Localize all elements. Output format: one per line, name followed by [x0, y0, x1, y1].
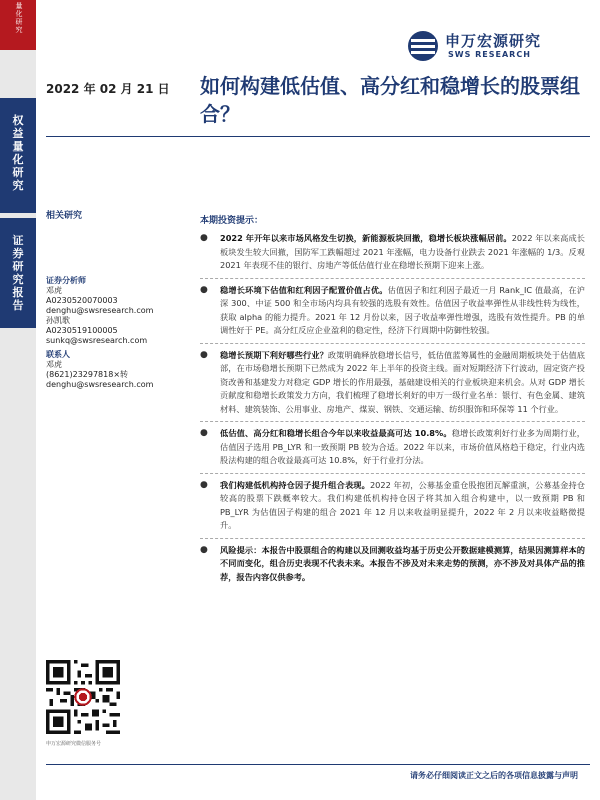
- summary-title: 本期投资提示：: [200, 216, 264, 226]
- summary-body: 本报告中股票组合的构建以及回测收益均基于历史公开数据建模测算，结果因测算样本的不同而变化，组合历史表现不代表未来。本报告不涉及对未来走势的预测，亦不涉及对具体产品的推荐，报告内容仅供参考。: [220, 544, 585, 582]
- summary-list: [200, 232, 585, 584]
- report-title: 如何构建低估值、高分红和稳增长的股票组合？: [200, 74, 580, 126]
- sidebar-label-1: 权益量化研究: [12, 114, 24, 192]
- summary-body: 2022 年初，公募基金重仓股抱团瓦解重演，公募基金持仓较高的股票下跌概率较大。我们构建低机构持仓因子将其加入组合构建中，以一致预期 PB 和 PB_LYR 为估值因子构建的组合 2021 年 12 月以来收益明显提升，2022 年 2 月以来收益略微提升。: [220, 479, 585, 530]
- analysts-title: 证券分析师: [46, 276, 86, 285]
- analyst-name: 邓虎: [46, 286, 62, 295]
- contact-email[interactable]: denghu@swsresearch.com: [46, 380, 154, 389]
- sidebar-block-1: [0, 98, 36, 213]
- summary-item: [200, 479, 585, 539]
- analyst-email[interactable]: sunkq@swsresearch.com: [46, 336, 148, 345]
- summary-item: [200, 427, 585, 474]
- contact-title: 联系人: [46, 350, 70, 359]
- analyst-cert: A0230519100005: [46, 326, 118, 335]
- header-divider: [46, 136, 590, 137]
- bullet-icon: ●: [200, 284, 208, 295]
- contact-phone: (8621)23297818×转: [46, 370, 129, 379]
- analyst-email[interactable]: denghu@swsresearch.com: [46, 306, 154, 315]
- sidebar-label-2: 证券研究报告: [12, 234, 24, 312]
- side-bar: [0, 0, 36, 800]
- disclaimer-note: 请务必仔细阅读正文之后的各项信息披露与声明: [410, 771, 578, 780]
- contact-name: 邓虎: [46, 360, 62, 369]
- analyst-name: 孙凯歌: [46, 316, 70, 325]
- summary-item-risk: [200, 544, 585, 585]
- sidebar-top-block: [0, 0, 36, 50]
- summary-item: [200, 284, 585, 344]
- summary-body: 政策明确释放稳增长信号，低估值蓝筹属性的金融周期板块处于估值底部，在市场稳增长预期下已然成为 2022 年上半年的投资主线。面对短期经济下行波动，固定资产投资改善和基建发力对稳定 GDP 增长的作用最强，基础建设相关的行业板块迎来机会。从对 GDP 增长贡献度和稳增长政策发力方向，我们梳理了稳增长利好的申万一级行业名单：银行、有色金属、建筑材料、建筑装饰、公用事业、房地产、煤炭、钢铁、交通运输、纺织服饰和环保等 11 个行业。: [220, 349, 585, 414]
- brand-mark-icon: [405, 30, 441, 62]
- qr-caption: 申万宏源研究微信服务号: [46, 741, 102, 747]
- bullet-icon: ●: [200, 233, 208, 243]
- summary-item: [200, 349, 585, 423]
- summary-lead: 2022 年开年以来市场风格发生切换，新能源板块回撤，稳增长板块涨幅居前。: [220, 233, 512, 243]
- summary-lead: 低估值、高分红和稳增长组合今年以来收益最高可达 10.8%。: [220, 428, 452, 438]
- sidebar-block-2: [0, 218, 36, 328]
- summary-body: 稳增长政策利好行业多为周期行业，估值因子选用 PB_LYR 和一致预期 PB 较为合适。2022 年以来，市场价值风格趋于稳定，行业内选股法构建的组合收益最高可达 10.8%，好于行业打分法。: [220, 428, 585, 465]
- analyst-contacts: [46, 276, 196, 390]
- summary-body: 2022 年以来高成长板块发生较大回撤，国防军工跌幅超过 2021 年涨幅，电力设备行业跌去 2021 年涨幅的 1/3。反观 2021 年表现不佳的银行、房地产等低估值行业在稳增长预期下迎来上涨。: [220, 233, 585, 270]
- summary-lead: 风险提示：: [220, 544, 262, 555]
- bullet-icon: ●: [200, 544, 208, 555]
- bullet-icon: ●: [200, 349, 208, 360]
- footer-divider: [46, 764, 590, 765]
- brand-name-cn: 申万宏源研究: [445, 32, 542, 50]
- report-date: 2022 年 02 月 21 日: [46, 82, 170, 96]
- summary-item: [200, 232, 585, 279]
- bullet-icon: ●: [200, 428, 208, 438]
- brand-logo: [405, 28, 575, 64]
- brand-name-en: SWS RESEARCH: [448, 50, 531, 59]
- bullet-icon: ●: [200, 479, 208, 490]
- analyst-cert: A0230520070003: [46, 296, 118, 305]
- summary-lead: 我们构建低机构持仓因子提升组合表现。: [220, 479, 370, 490]
- qr-code-icon[interactable]: [46, 660, 120, 734]
- sidebar-top-label: 量化研究: [15, 2, 23, 34]
- summary-body: 估值因子和红利因子最近一月 Rank_IC 值最高，在沪深 300、中证 500 和全市场内均具有较强的选股有效性。估值因子收益率弹性从非线性转为线性，获取 alpha 的能力提升。2021 年 12 月份以来，因子收益率弹性增强，选股有效性提升。PB 的单调性好于 PE。高分红反应企业盈利的稳定性，经济下行周期中防御性较强。: [220, 284, 585, 335]
- summary-lead: 稳增长预期下利好哪些行业？: [220, 349, 328, 360]
- summary-lead: 稳增长环境下估值和红利因子配置价值占优。: [220, 284, 388, 295]
- related-research-title: 相关研究: [46, 211, 83, 221]
